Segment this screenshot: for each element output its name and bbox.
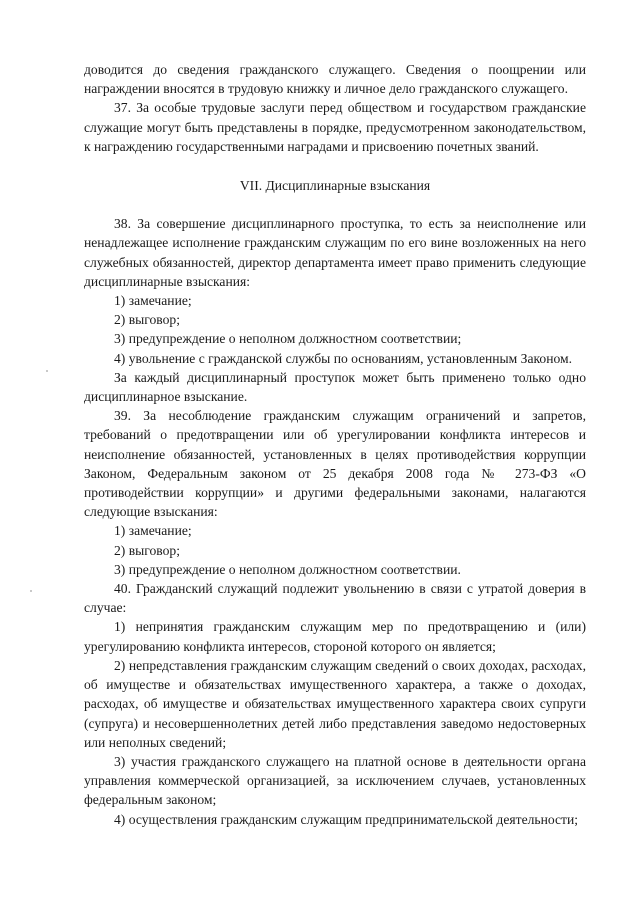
paragraph-item-38: 38. За совершение дисциплинарного проступка, то есть за неисполнение или ненадлежащее исполнение гражданским служащим по его вине возложенных на него служебных обязанностей, директор департамента имеет право применить следующие дисциплинарные взыскания: [84, 216, 586, 289]
list-item: 2) выговор; [114, 312, 181, 328]
list-item: 1) непринятия гражданским служащим мер по предотвращению и (или) урегулированию конфликта интересов, стороной которого он является; [84, 619, 586, 654]
paragraph-item-37: 37. За особые трудовые заслуги перед обществом и государством гражданские служащие могут быть представлены в порядке, предусмотренном законодательством, к награждению государственными наградами и присвоению почетных званий. [84, 100, 586, 154]
list-item: 3) участия гражданского служащего на платной основе в деятельности органа управления коммерческой организацией, за исключением случаев, установленных федеральным законом; [84, 753, 586, 808]
paragraph-item-40: 40. Гражданский служащий подлежит увольнению в связи с утратой доверия в случае: [84, 581, 586, 616]
paragraph-item-39: 39. За несоблюдение гражданским служащим ограничений и запретов, требований о предотвращении или об урегулировании конфликта интересов и неисполнение обязанностей, установленных в целях противодействия коррупции Законом, Федеральным законом от 25 декабря 2008 года № 273-ФЗ «О противодействии коррупции» и другими федеральными законами, налагаются следующие взыскания: [84, 408, 586, 520]
scan-speck [30, 590, 32, 592]
paragraph-continuation: доводится до сведения гражданского служащего. Сведения о поощрении или награждении вносятся в трудовую книжку и личное дело гражданского служащего. [84, 62, 586, 97]
list-item: 3) предупреждение о неполном должностном соответствии; [114, 331, 462, 347]
list-item: 2) выговор; [114, 542, 181, 558]
list-item: 3) предупреждение о неполном должностном соответствии. [114, 561, 461, 577]
section-heading: VII. Дисциплинарные взыскания [239, 178, 431, 194]
list-item: 4) увольнение с гражданской службы по основаниям, установленным Законом. [114, 350, 573, 366]
paragraph-note: За каждый дисциплинарный проступок может быть применено только одно дисциплинарное взыскание. [84, 369, 586, 405]
scan-speck [46, 370, 48, 372]
list-item: 2) непредставления гражданским служащим сведений о своих доходах, расходах, об имуществе и обязательствах имущественного характера, а также о доходах, расходах, об имуществе и обязательствах имущественного характера своих супруги (супруга) и несовершеннолетних детей либо представления заведомо недостоверных или неполных сведений; [84, 657, 586, 750]
list-item: 1) замечание; [114, 293, 192, 309]
list-item: 4) осуществления гражданским служащим предпринимательской деятельности; [114, 811, 579, 827]
list-item: 1) замечание; [114, 523, 192, 539]
document-page [84, 60, 586, 829]
